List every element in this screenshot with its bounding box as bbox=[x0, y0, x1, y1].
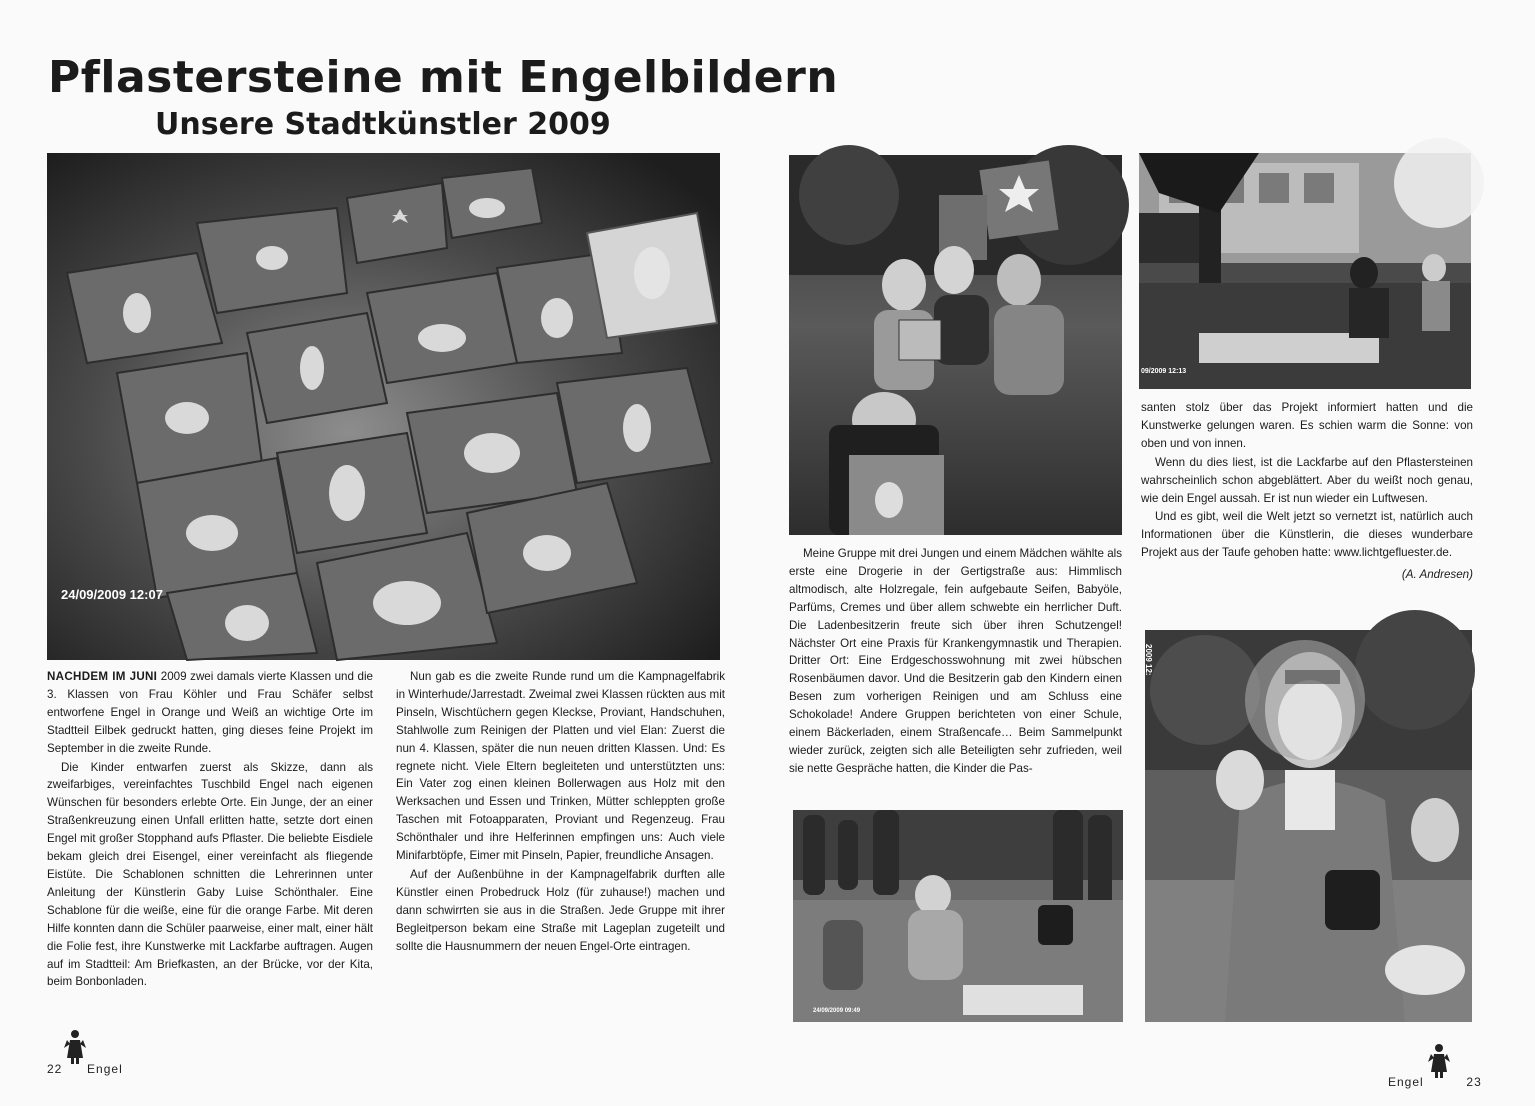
right-page-number: 23 bbox=[1466, 1075, 1482, 1089]
article-paragraph: Wenn du dies liest, ist die Lackfarbe auf den Pflastersteinen wahrscheinlich schon abgeblättert. Aber du weißt noch genau, wie dein Engel aussah. Er ist nun wieder ein Luftwesen. bbox=[1141, 455, 1473, 505]
article-paragraph: Nun gab es die zweite Runde rund um die Kampnagelfabrik in Winterhude/Jarrestadt. Zweimal zwei Klassen rückten aus mit Pinseln, Wischtüchern gegen Kleckse, Proviant, Handschuhen, Stahlwolle zum Reinigen der Platten und viel Elan: Zuerst die nun 4. Klassen, später die nun neuen dritten Klassen. Und: Es regnete nicht. Viele Eltern begleiteten und unterstützten uns: Ein Vater zog einen kleinen Bollerwagen aus Holz mit den Werksachen und Essen und Trinken, Mütter schleppten große Taschen mit Fotoapparaten, Proviant und Regenzeug. Frau Schönthaler und ihre Helferinnen empfingen uns: Auch viele Minifarbtöpfe, Eimer mit Pinseln, Papier, freundliche Ansagen. bbox=[396, 670, 725, 863]
photo-group-under-trees bbox=[1139, 153, 1471, 389]
article-lead-in: NACHDEM IM JUNI bbox=[47, 670, 158, 683]
article-author: (A. Andresen) bbox=[1401, 568, 1473, 582]
article-paragraph: Meine Gruppe mit drei Jungen und einem Mädchen wählte als erste eine Drogerie in der Gertigstraße aus: Himmlisch altmodisch, alte Holzregale, fein aufgebaute Seifen, Babyöle, Parfüms, Cremes und über allem schwebte ein herrlicher Duft. Die Ladenbesitzerin freute sich über ihren Schutzengel! Nächster Ort eine Praxis für Krankengymnastik und Therapien. Dritter Ort: Eine Erdgeschosswohnung mit zwei hübschen Rosenbäumen davor. Und die Besitzerin gab den Kindern einen Besen zum vorherigen Reinigen und am Schluss eine Schokolade! Andere Gruppen berichteten von einer Schule, einem Bäckerladen, einem Straßencafe… Beim Sammelpunkt wieder zurück, zeigten sich alle Beteiligten sehr zufrieden, weil sie nette Gespräche hatten, die Kinder die Pas- bbox=[789, 547, 1123, 775]
main-photo-angel-stencils bbox=[47, 153, 720, 660]
right-page-footer bbox=[1388, 1075, 1482, 1089]
article-column-2 bbox=[396, 668, 725, 956]
left-page-number: 22 bbox=[47, 1062, 63, 1076]
article-paragraph: santen stolz über das Projekt informiert hatten und die Kunstwerke gelungen waren. Es schien warm die Sonne: von oben und von innen. bbox=[1141, 401, 1473, 450]
main-photo-timestamp: 24/09/2009 12:07 bbox=[61, 587, 163, 602]
article-paragraph: Und es gibt, weil die Welt jetzt so vernetzt ist, natürlich auch Informationen über die Künstlerin, die dieses wunderbare Projekt aus der Taufe gehoben hatte: www.lichtgefluester.de. bbox=[1141, 510, 1473, 560]
top-right-photo-timestamp: 09/2009 12:13 bbox=[1141, 368, 1187, 375]
photo-boy-painting bbox=[793, 810, 1123, 1022]
article-paragraph: NACHDEM IM JUNI 2009 zwei damals vierte Klassen und die 3. Klassen von Frau Köhler und Frau Schäfer selbst entworfene Engel in Orange und Weiß an wichtige Orte im Stadtteil Eilbek gedruckt hatten, ging dieses feine Projekt im September in die zweite Runde. bbox=[47, 670, 373, 755]
article-column-1 bbox=[47, 668, 373, 991]
bottom-middle-photo-timestamp: 24/09/2009 09:49 bbox=[813, 1008, 861, 1014]
photo-kids-with-stencils bbox=[789, 155, 1122, 535]
article-title: Pflastersteine mit Engelbildern bbox=[48, 52, 839, 103]
article-column-4 bbox=[1141, 399, 1473, 584]
right-footer-label: Engel bbox=[1388, 1075, 1424, 1089]
left-page-footer bbox=[47, 1062, 123, 1076]
photo-woman-portrait bbox=[1145, 630, 1472, 1022]
left-footer-label: Engel bbox=[87, 1062, 123, 1076]
portrait-photo-timestamp: 2009 12: bbox=[1144, 644, 1153, 676]
article-column-3 bbox=[789, 545, 1122, 778]
article-subtitle: Unsere Stadtkünstler 2009 bbox=[155, 107, 611, 142]
article-paragraph: Die Kinder entwarfen zuerst als Skizze, dann als zweifarbiges, vereinfachtes Tuschbild Engel nach eigenen Wünschen für besonders erlebte Orte. Ein Junge, der an einer Straßenkreuzung einen Unfall erlitten hatte, setzte dort einen Engel mit großer Stopphand aufs Pflaster. Die beliebte Eisdiele bekam gleich drei Eisengel, einer vereinfacht als fliegende Eistüte. Die Schablonen schnitten die Lehrerinnen unter Anleitung der Künstlerin Gaby Luise Schönthaler. Eine Schablone für die weiße, eine für die orange Farbe. Mit deren Hilfe konnten dann die Schüler paarweise, einer malt, einer hält die Folie fest, ihre Kunstwerke mit Lackfarbe auftragen. Augen auf im Stadtteil: Am Briefkasten, an der Brücke, vor der Kita, beim Bonbonladen. bbox=[47, 760, 373, 989]
article-paragraph: Auf der Außenbühne in der Kampnagelfabrik durften alle Künstler einen Probedruck Holz (für zuhause!) machen und dann schwirrten sie aus in die Straßen. Jede Gruppe mit ihrer Begleitperson bekam eine Straße mit Lageplan zugeteilt und sollte die Hausnummern der neuen Engel-Orte eintragen. bbox=[396, 867, 725, 953]
